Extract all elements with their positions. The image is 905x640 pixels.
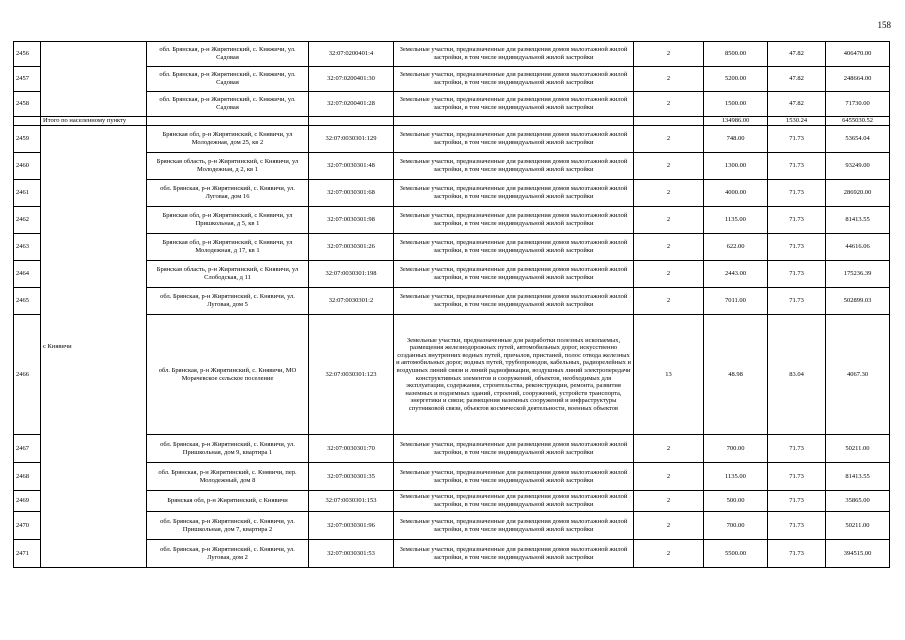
land-use-cell: Земельные участки, предназначенные для размещения домов малоэтажной жилой застройки, в том числе индивидуальной жилой застройки bbox=[394, 126, 634, 153]
address-cell: обл. Брянская, р-н Жирятинский, с. Княжичи, ул. Садовая bbox=[147, 92, 309, 117]
specific-value-cell: 71.73 bbox=[768, 512, 826, 540]
group-code-cell: 2 bbox=[634, 288, 704, 315]
area-cell: 8500.00 bbox=[704, 42, 768, 67]
address-cell: обл. Брянская, р-н Жирятинский, с. Княвичи, ул. Пришкольная, дом 7, квартира 2 bbox=[147, 512, 309, 540]
table-row bbox=[14, 42, 890, 67]
land-use-cell: Земельные участки, предназначенные для размещения домов малоэтажной жилой застройки, в том числе индивидуальной жилой застройки bbox=[394, 463, 634, 491]
total-row bbox=[14, 117, 890, 126]
address-cell: обл. Брянская, р-н Жирятинский, с. Княвичи, ул. Луговая, дом 2 bbox=[147, 540, 309, 568]
specific-value-cell: 47.82 bbox=[768, 42, 826, 67]
land-use-cell: Земельные участки, предназначенные для размещения домов малоэтажной жилой застройки, в том числе индивидуальной жилой застройки bbox=[394, 491, 634, 512]
specific-value-cell: 71.73 bbox=[768, 180, 826, 207]
total-empty-cell bbox=[394, 117, 634, 126]
group-code-cell: 2 bbox=[634, 92, 704, 117]
specific-value-cell: 47.82 bbox=[768, 92, 826, 117]
total-empty-cell bbox=[634, 117, 704, 126]
group-code-cell: 2 bbox=[634, 207, 704, 234]
group-code-cell: 2 bbox=[634, 42, 704, 67]
total-specific-value: 1530.24 bbox=[768, 117, 826, 126]
cadastral-value-cell: 93249.00 bbox=[826, 153, 890, 180]
settlement-name: с Княвичи bbox=[41, 126, 147, 568]
cadastral-value-cell: 502899.03 bbox=[826, 288, 890, 315]
row-number: 2466 bbox=[14, 315, 41, 435]
row-number: 2459 bbox=[14, 126, 41, 153]
cadastral-value-cell: 248664.00 bbox=[826, 67, 890, 92]
row-number: 2464 bbox=[14, 261, 41, 288]
cadastral-value-cell: 50211.00 bbox=[826, 435, 890, 463]
table-row bbox=[14, 126, 890, 153]
land-use-cell: Земельные участки, предназначенные для размещения домов малоэтажной жилой застройки, в том числе индивидуальной жилой застройки bbox=[394, 92, 634, 117]
cadastral-value-cell: 53654.04 bbox=[826, 126, 890, 153]
land-use-cell: Земельные участки, предназначенные для размещения домов малоэтажной жилой застройки, в том числе индивидуальной жилой застройки bbox=[394, 540, 634, 568]
area-cell: 5500.00 bbox=[704, 540, 768, 568]
cadastral-value-cell: 286920.00 bbox=[826, 180, 890, 207]
area-cell: 5200.00 bbox=[704, 67, 768, 92]
land-use-cell: Земельные участки, предназначенные для разработки полезных ископаемых, размещения железнодорожных путей, автомобильных дорог, искусственно созданных внутренних водных путей, причалов, пристаней, полос отвода железных и автомобильных дорог, водных путей, трубопроводов, кабельных, радиорелейных и воздушных линий связи и линий радиофикации, воздушных линий электропередачи конструктивных элементов и сооружений, объектов, необходимых для эксплуатации, содержания, строительства, реконструкции, ремонта, развития наземных и подземных зданий, строений, сооружений, устройств транспорта, энергетики и связи; размещения наземных сооружений и инфраструктуры спутниковой связи, объектов космической деятельности, военных объектов bbox=[394, 315, 634, 435]
total-empty-cell bbox=[309, 117, 394, 126]
group-code-cell: 2 bbox=[634, 540, 704, 568]
land-use-cell: Земельные участки, предназначенные для размещения домов малоэтажной жилой застройки, в том числе индивидуальной жилой застройки bbox=[394, 512, 634, 540]
specific-value-cell: 71.73 bbox=[768, 435, 826, 463]
specific-value-cell: 71.73 bbox=[768, 207, 826, 234]
cadastral-value-cell: 71730.00 bbox=[826, 92, 890, 117]
total-cadastral-value: 6455030.52 bbox=[826, 117, 890, 126]
group-code-cell: 2 bbox=[634, 180, 704, 207]
row-number: 2456 bbox=[14, 42, 41, 67]
land-use-cell: Земельные участки, предназначенные для размещения домов малоэтажной жилой застройки, в том числе индивидуальной жилой застройки bbox=[394, 180, 634, 207]
address-cell: обл. Брянская, р-н Жирятинский, с. Княжичи, ул. Садовая bbox=[147, 67, 309, 92]
row-number: 2463 bbox=[14, 234, 41, 261]
cadastral-number-cell: 32:07:0030301:2 bbox=[309, 288, 394, 315]
specific-value-cell: 71.73 bbox=[768, 288, 826, 315]
group-code-cell: 2 bbox=[634, 463, 704, 491]
area-cell: 1300.00 bbox=[704, 153, 768, 180]
row-number: 2470 bbox=[14, 512, 41, 540]
table-body bbox=[14, 42, 890, 568]
cadastral-value-cell: 175236.39 bbox=[826, 261, 890, 288]
total-label: Итого по населенному пункту bbox=[41, 117, 147, 126]
cadastral-number-cell: 32:07:0030301:26 bbox=[309, 234, 394, 261]
specific-value-cell: 71.73 bbox=[768, 491, 826, 512]
group-code-cell: 2 bbox=[634, 234, 704, 261]
cadastral-number-cell: 32:07:0030301:53 bbox=[309, 540, 394, 568]
land-use-cell: Земельные участки, предназначенные для размещения домов малоэтажной жилой застройки, в том числе индивидуальной жилой застройки bbox=[394, 288, 634, 315]
cadastral-value-cell: 81413.55 bbox=[826, 463, 890, 491]
specific-value-cell: 71.73 bbox=[768, 463, 826, 491]
land-use-cell: Земельные участки, предназначенные для размещения домов малоэтажной жилой застройки, в том числе индивидуальной жилой застройки bbox=[394, 42, 634, 67]
group-code-cell: 2 bbox=[634, 261, 704, 288]
total-number-cell bbox=[14, 117, 41, 126]
cadastral-number-cell: 32:07:0030301:129 bbox=[309, 126, 394, 153]
area-cell: 7011.00 bbox=[704, 288, 768, 315]
address-cell: Брянская обл, р-н Жирятинский, с Княвичи, ул Молодежная, д 17, кв 1 bbox=[147, 234, 309, 261]
area-cell: 48.98 bbox=[704, 315, 768, 435]
group-code-cell: 2 bbox=[634, 153, 704, 180]
specific-value-cell: 71.73 bbox=[768, 261, 826, 288]
address-cell: обл. Брянская, р-н Жирятинский, с. Княжичи, ул. Садовая bbox=[147, 42, 309, 67]
area-cell: 2443.00 bbox=[704, 261, 768, 288]
cadastral-number-cell: 32:07:0200401:4 bbox=[309, 42, 394, 67]
cadastral-number-cell: 32:07:0030301:153 bbox=[309, 491, 394, 512]
cadastral-number-cell: 32:07:0030301:68 bbox=[309, 180, 394, 207]
group-code-cell: 2 bbox=[634, 67, 704, 92]
address-cell: обл. Брянская, р-н Жирятинский, с. Княвичи, ул. Луговая, дом 5 bbox=[147, 288, 309, 315]
address-cell: обл. Брянская, р-н Жирятинский, с. Княвичи, пер. Молодежный, дом 8 bbox=[147, 463, 309, 491]
area-cell: 1135.00 bbox=[704, 207, 768, 234]
group-code-cell: 2 bbox=[634, 491, 704, 512]
row-number: 2471 bbox=[14, 540, 41, 568]
address-cell: Брянская область, р-н Жирятинский, с Княвичи, ул Молодежная, д 2, кв 1 bbox=[147, 153, 309, 180]
address-cell: Брянская обл, р-н Жирятинский, с Княвичи, ул Молодежная, дом 25, кв 2 bbox=[147, 126, 309, 153]
specific-value-cell: 71.73 bbox=[768, 153, 826, 180]
cadastral-number-cell: 32:07:0030301:123 bbox=[309, 315, 394, 435]
address-cell: Брянская обл, р-н Жирятинский, с Княвичи bbox=[147, 491, 309, 512]
row-number: 2467 bbox=[14, 435, 41, 463]
address-cell: обл. Брянская, р-н Жирятинский, с. Княвичи, ул. Пришкольная, дом 9, квартира 1 bbox=[147, 435, 309, 463]
row-number: 2465 bbox=[14, 288, 41, 315]
cadastral-number-cell: 32:07:0200401:28 bbox=[309, 92, 394, 117]
area-cell: 622.00 bbox=[704, 234, 768, 261]
area-cell: 1500.00 bbox=[704, 92, 768, 117]
cadastral-value-cell: 81413.55 bbox=[826, 207, 890, 234]
cadastral-value-cell: 35865.00 bbox=[826, 491, 890, 512]
row-number: 2462 bbox=[14, 207, 41, 234]
specific-value-cell: 83.04 bbox=[768, 315, 826, 435]
cadastral-number-cell: 32:07:0030301:35 bbox=[309, 463, 394, 491]
specific-value-cell: 71.73 bbox=[768, 126, 826, 153]
cadastral-number-cell: 32:07:0030301:70 bbox=[309, 435, 394, 463]
row-number: 2461 bbox=[14, 180, 41, 207]
land-use-cell: Земельные участки, предназначенные для размещения домов малоэтажной жилой застройки, в том числе индивидуальной жилой застройки bbox=[394, 261, 634, 288]
address-cell: обл. Брянская, р-н Жирятинский, с. Княвичи, ул. Луговая, дом 16 bbox=[147, 180, 309, 207]
address-cell: Брянская обл, р-н Жирятинский, с Княвичи, ул Пришкольная, д 5, кв 1 bbox=[147, 207, 309, 234]
land-use-cell: Земельные участки, предназначенные для размещения домов малоэтажной жилой застройки, в том числе индивидуальной жилой застройки bbox=[394, 153, 634, 180]
cadastral-value-cell: 4067.30 bbox=[826, 315, 890, 435]
land-use-cell: Земельные участки, предназначенные для размещения домов малоэтажной жилой застройки, в том числе индивидуальной жилой застройки bbox=[394, 234, 634, 261]
area-cell: 700.00 bbox=[704, 512, 768, 540]
specific-value-cell: 71.73 bbox=[768, 234, 826, 261]
cadastral-value-cell: 50211.00 bbox=[826, 512, 890, 540]
cadastral-value-cell: 406470.00 bbox=[826, 42, 890, 67]
specific-value-cell: 47.82 bbox=[768, 67, 826, 92]
cadastral-number-cell: 32:07:0030301:98 bbox=[309, 207, 394, 234]
group-code-cell: 2 bbox=[634, 512, 704, 540]
group-code-cell: 2 bbox=[634, 126, 704, 153]
group-code-cell: 13 bbox=[634, 315, 704, 435]
settlement-cell bbox=[41, 42, 147, 117]
address-cell: обл. Брянская, р-н Жирятинский, с. Княвичи, МО Морачевское сельское поселение bbox=[147, 315, 309, 435]
total-area: 134986.00 bbox=[704, 117, 768, 126]
area-cell: 748.00 bbox=[704, 126, 768, 153]
cadastral-number-cell: 32:07:0030301:48 bbox=[309, 153, 394, 180]
row-number: 2469 bbox=[14, 491, 41, 512]
specific-value-cell: 71.73 bbox=[768, 540, 826, 568]
area-cell: 4000.00 bbox=[704, 180, 768, 207]
cadastral-value-cell: 394515.00 bbox=[826, 540, 890, 568]
cadastral-number-cell: 32:07:0030301:96 bbox=[309, 512, 394, 540]
cadastral-number-cell: 32:07:0030301:198 bbox=[309, 261, 394, 288]
row-number: 2458 bbox=[14, 92, 41, 117]
address-cell: Брянская область, р-н Жирятинский, с Княвичи, ул Слободская, д 11 bbox=[147, 261, 309, 288]
row-number: 2468 bbox=[14, 463, 41, 491]
area-cell: 1135.00 bbox=[704, 463, 768, 491]
area-cell: 700.00 bbox=[704, 435, 768, 463]
cadastral-value-cell: 44616.06 bbox=[826, 234, 890, 261]
area-cell: 500.00 bbox=[704, 491, 768, 512]
land-use-cell: Земельные участки, предназначенные для размещения домов малоэтажной жилой застройки, в том числе индивидуальной жилой застройки bbox=[394, 67, 634, 92]
cadastral-value-table bbox=[13, 41, 890, 568]
group-code-cell: 2 bbox=[634, 435, 704, 463]
land-use-cell: Земельные участки, предназначенные для размещения домов малоэтажной жилой застройки, в том числе индивидуальной жилой застройки bbox=[394, 435, 634, 463]
cadastral-number-cell: 32:07:0200401:30 bbox=[309, 67, 394, 92]
land-use-cell: Земельные участки, предназначенные для размещения домов малоэтажной жилой застройки, в том числе индивидуальной жилой застройки bbox=[394, 207, 634, 234]
row-number: 2460 bbox=[14, 153, 41, 180]
total-empty-cell bbox=[147, 117, 309, 126]
page-number: 158 bbox=[877, 20, 891, 30]
row-number: 2457 bbox=[14, 67, 41, 92]
